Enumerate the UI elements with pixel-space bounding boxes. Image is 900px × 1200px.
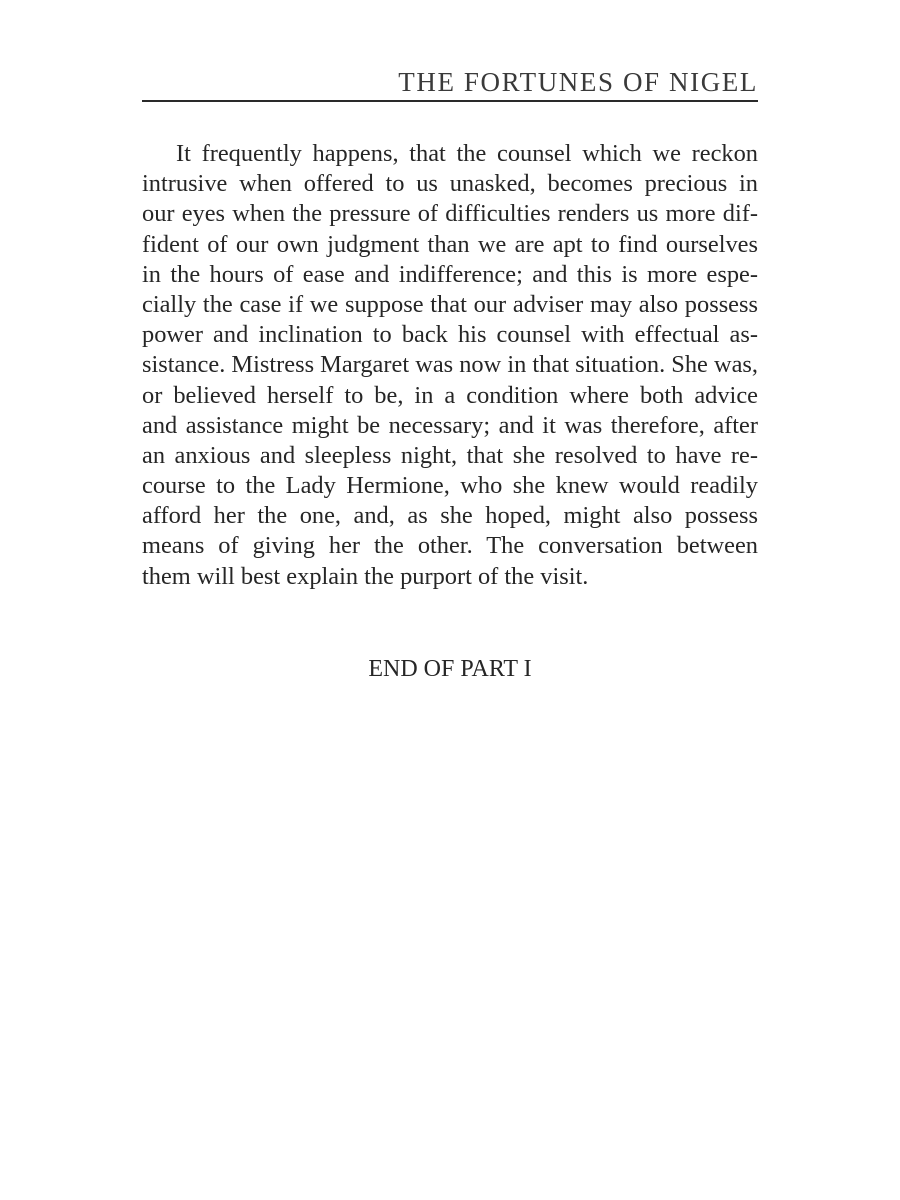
paragraph-line: an anxious and sleepless night, that she resolved to have re- bbox=[142, 441, 758, 469]
paragraph-line: sistance. Mistress Margaret was now in that situation. She was, bbox=[142, 351, 758, 379]
paragraph-line: in the hours of ease and indifference; and this is more espe- bbox=[142, 260, 758, 288]
paragraph-line: intrusive when offered to us unasked, becomes precious in bbox=[142, 170, 758, 198]
paragraph-line: course to the Lady Hermione, who she knew would readily bbox=[142, 472, 758, 500]
paragraph-line: our eyes when the pressure of difficulties renders us more dif- bbox=[142, 200, 758, 228]
paragraph-line: them will best explain the purport of the visit. bbox=[142, 562, 589, 590]
header-rule bbox=[142, 100, 758, 102]
paragraph-line: means of giving her the other. The conversation between bbox=[142, 532, 758, 560]
body-paragraph bbox=[142, 139, 758, 592]
part-end-heading: END OF PART I bbox=[368, 656, 532, 682]
paragraph-line: afford her the one, and, as she hoped, might also possess bbox=[142, 502, 758, 530]
paragraph-line: or believed herself to be, in a condition where both advice bbox=[142, 381, 758, 409]
paragraph-line: and assistance might be necessary; and it was therefore, after bbox=[142, 411, 758, 439]
paragraph-line: fident of our own judgment than we are apt to find ourselves bbox=[142, 230, 758, 258]
paragraph-line: It frequently happens, that the counsel which we reckon bbox=[176, 140, 758, 167]
running-head-title: THE FORTUNES OF NIGEL bbox=[398, 67, 758, 97]
paragraph-line: cially the case if we suppose that our adviser may also possess bbox=[142, 290, 758, 318]
paragraph-line: power and inclination to back his counsel with effectual as- bbox=[142, 321, 758, 349]
